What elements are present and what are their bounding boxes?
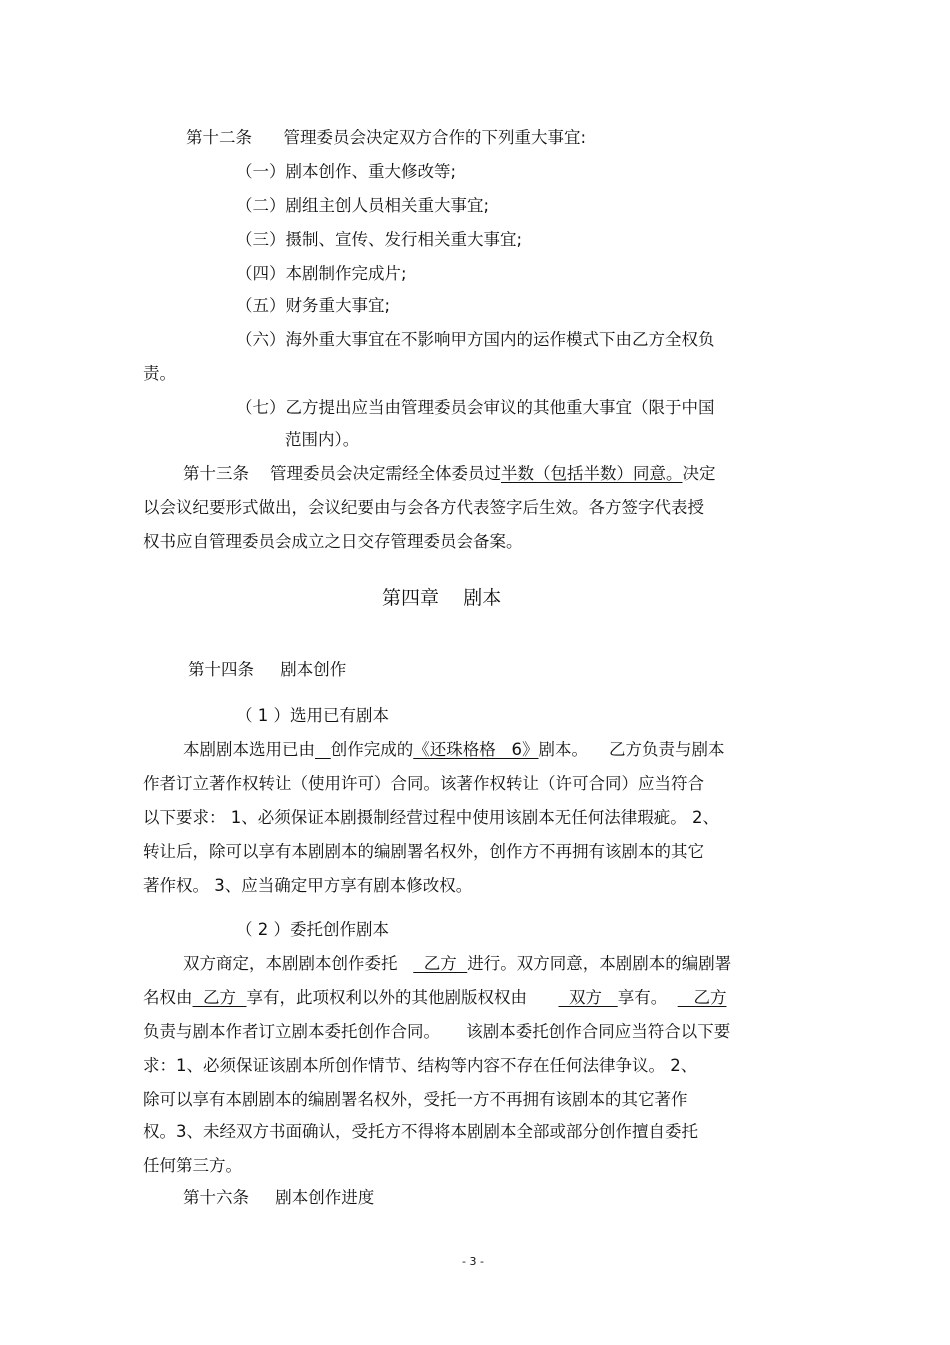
sub1-text-post: 剧本。 乙方负责与剧本 bbox=[538, 740, 725, 759]
sub2-l2-mid: 享有，此项权利以外的其他剧版权权由 bbox=[246, 988, 527, 1007]
sub2-text-pre: 双方商定，本剧剧本创作委托 bbox=[183, 954, 398, 973]
art12-item-1: （一）剧本创作、重大修改等; bbox=[236, 162, 457, 181]
sub2-l2-post: 享有。 bbox=[617, 988, 668, 1007]
art13-heading: 第十三条 bbox=[183, 464, 249, 483]
sub2-line-2 bbox=[143, 988, 726, 1008]
art12-line bbox=[186, 128, 586, 148]
sub1-label: （ 1 ）选用已有剧本 bbox=[236, 706, 389, 725]
page-number: - 3 - bbox=[462, 1255, 484, 1268]
art12-item-6: （六）海外重大事宜在不影响甲方国内的运作模式下由乙方全权负 bbox=[236, 330, 715, 349]
art13-line-1 bbox=[183, 464, 715, 484]
art12-item-7-cont: 范围内）。 bbox=[285, 430, 360, 449]
sub1-blank bbox=[315, 740, 331, 759]
sub2-party-4: 乙方 bbox=[677, 988, 727, 1007]
art12-item-5: （五）财务重大事宜; bbox=[236, 296, 391, 315]
sub1-text-mid: 创作完成的 bbox=[330, 740, 414, 759]
sub1-text-pre: 本剧剧本选用已由 bbox=[183, 740, 315, 759]
art14-heading: 第十四条 bbox=[188, 660, 254, 679]
art12-item-3: （三）摄制、宣传、发行相关重大事宜; bbox=[236, 230, 523, 249]
art14-title: 剧本创作 bbox=[280, 660, 347, 679]
sub2-line-5: 除可以享有本剧剧本的编剧署名权外，受托一方不再拥有该剧本的其它著作 bbox=[143, 1090, 688, 1109]
art12-item-7: （七）乙方提出应当由管理委员会审议的其他重大事宜（限于中国 bbox=[236, 398, 715, 417]
sub1-script-title: 《还珠格格 6》 bbox=[413, 740, 539, 759]
art13-line-2: 以会议纪要形式做出，会议纪要由与会各方代表签字后生效。各方签字代表授 bbox=[143, 498, 704, 517]
art13-line-3: 权书应自管理委员会成立之日交存管理委员会备案。 bbox=[143, 532, 523, 551]
art16-title: 剧本创作进度 bbox=[275, 1188, 375, 1207]
sub2-party-3: 双方 bbox=[558, 988, 618, 1007]
chapter-title: 剧本 bbox=[463, 587, 502, 609]
art13-underlined: 半数（包括半数）同意。 bbox=[500, 464, 683, 483]
art12-heading: 第十二条 bbox=[186, 128, 252, 147]
sub1-line-3: 以下要求： 1、必须保证本剧摄制经营过程中使用该剧本无任何法律瑕疵。 2、 bbox=[143, 808, 719, 827]
chapter-heading bbox=[382, 588, 501, 608]
sub1-line-1 bbox=[183, 740, 724, 760]
sub2-line-3: 负责与剧本作者订立剧本委托创作合同。 该剧本委托创作合同应当符合以下要 bbox=[143, 1022, 731, 1041]
art14-line bbox=[188, 660, 346, 680]
art12-item-6-cont: 责。 bbox=[143, 364, 176, 383]
sub2-party-2: 乙方 bbox=[192, 988, 247, 1007]
art12-item-4: （四）本剧制作完成片; bbox=[236, 264, 407, 283]
sub2-text-post: 进行。双方同意，本剧剧本的编剧署 bbox=[467, 954, 732, 973]
sub1-line-5: 著作权。 3、应当确定甲方享有剧本修改权。 bbox=[143, 876, 473, 895]
art13-text-post: 决定 bbox=[682, 464, 716, 483]
sub1-line-2: 作者订立著作权转让（使用许可）合同。该著作权转让（许可合同）应当符合 bbox=[143, 774, 704, 793]
sub2-l2-pre: 名权由 bbox=[143, 988, 193, 1007]
art13-text-pre: 管理委员会决定需经全体委员过 bbox=[269, 464, 501, 483]
sub2-line-1 bbox=[183, 954, 731, 974]
sub2-line-6: 权。3、未经双方书面确认，受托方不得将本剧剧本全部或部分创作擅自委托 bbox=[143, 1122, 698, 1141]
art16-heading: 第十六条 bbox=[183, 1188, 249, 1207]
sub2-line-7: 任何第三方。 bbox=[143, 1156, 242, 1175]
sub1-line-4: 转让后，除可以享有本剧剧本的编剧署名权外，创作方不再拥有该剧本的其它 bbox=[143, 842, 704, 861]
art12-title: 管理委员会决定双方合作的下列重大事宜: bbox=[283, 128, 587, 147]
art16-line bbox=[183, 1188, 374, 1208]
sub2-label: （ 2 ）委托创作剧本 bbox=[236, 920, 389, 939]
sub2-line-4: 求：1、必须保证该剧本所创作情节、结构等内容不存在任何法律争议。 2、 bbox=[143, 1056, 698, 1075]
art12-item-2: （二）剧组主创人员相关重大事宜; bbox=[236, 196, 490, 215]
sub2-party-1: 乙方 bbox=[413, 954, 468, 973]
chapter-label: 第四章 bbox=[382, 587, 440, 609]
